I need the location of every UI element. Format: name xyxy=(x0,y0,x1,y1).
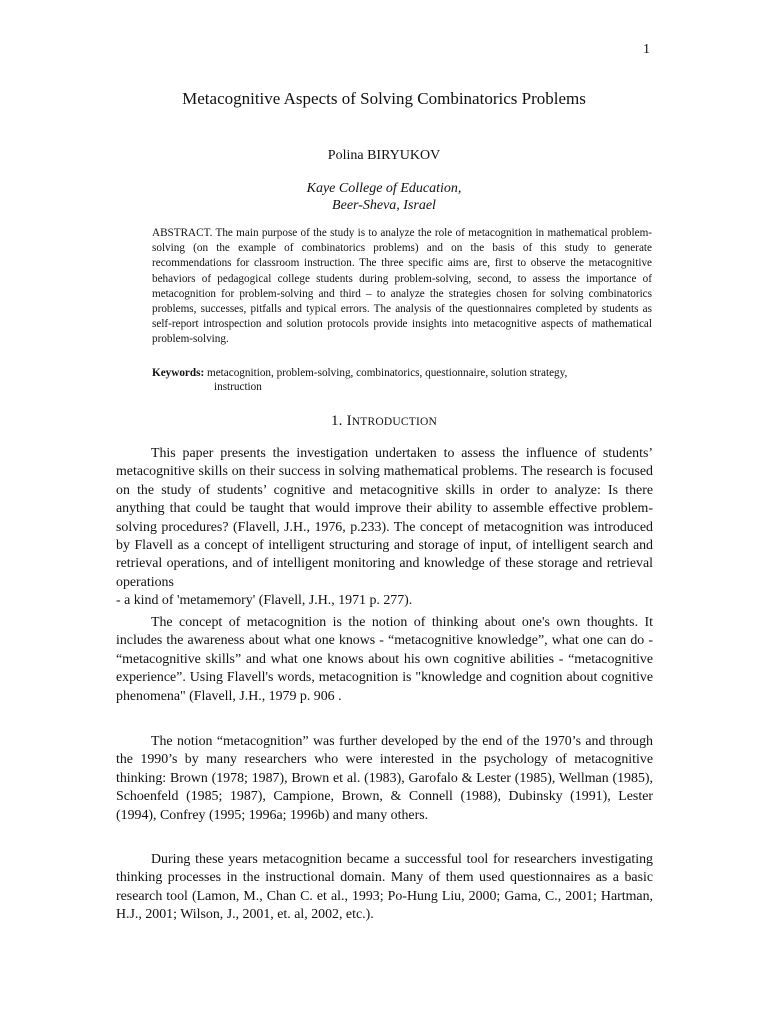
affiliation xyxy=(0,180,768,214)
section-initial: I xyxy=(346,413,352,429)
paragraph-1-main: This paper presents the investigation undertaken to assess the influence of students’ metacognitive skills on their success in solving mathematical problems. The research is focused on the study of students’ cognitive and metacognitive skills in order to analyze: Is there anything that could be taught that would improve their ability to assemble effective problem-solving procedures? (Flavell, J.H., 1976, p.233). The concept of metacognition was introduced by Flavell as a concept of intelligent structuring and storage of input, of intelligent search and retrieval operations, and of intelligent monitoring and knowledge of these storage and retrieval operations xyxy=(116,446,653,590)
affiliation-line-2: Beer-Sheva, Israel xyxy=(332,198,436,213)
paragraph-4-text: During these years metacognition became a successful tool for researchers investigating thinking processes in the instructional domain. Many of them used questionnaires as a basic research tool (Lamon, M., Chan C. et al., 1993; Po-Hung Liu, 2000; Gama, C., 2001; Hartman, H.J., 2001; Wilson, J., 2001, et. al, 2002, etc.). xyxy=(116,852,653,923)
author-name: Polina BIRYUKOV xyxy=(327,148,441,163)
keywords-text-continued: instruction xyxy=(214,380,262,393)
section-heading-introduction xyxy=(0,413,768,430)
abstract: ABSTRACT. The main purpose of the study is to analyze the role of metacognition in mathematical problem-solving (on the example of combinatorics problems) and on the basis of this study to generate recommendations for classroom instruction. The three specific aims are, first to observe the metacognitive behaviors of pedagogical college students during problem-solving, second, to assess the importance of metacognition for problem-solving and third – to analyze the strategies chosen for solving combinatorics problems, successes, pitfalls and typical errors. The analysis of the questionnaires completed by students as self-report introspection and solution protocols provide insights into metacognitive aspects of mathematical problem-solving. xyxy=(152,227,652,346)
section-title-rest: NTRODUCTION xyxy=(351,416,438,428)
paragraph-1-tail: - a kind of 'metamemory' (Flavell, J.H., 1971 p. 277). xyxy=(116,593,413,609)
page-number: 1 xyxy=(643,42,650,57)
keywords xyxy=(152,367,652,394)
paragraph-3 xyxy=(116,733,653,825)
keywords-label: Keywords: xyxy=(152,367,205,379)
paper-title: Metacognitive Aspects of Solving Combinatorics Problems xyxy=(182,89,586,108)
affiliation-line-1: Kaye College of Education, xyxy=(306,181,462,196)
paragraph-3-text: The notion “metacognition” was further developed by the end of the 1970’s and through the 1990’s by many researchers who were interested in the psychology of metacognitive thinking: Brown (1978; 1987), Brown et al. (1983), Garofalo & Lester (1985), Wellman (1985), Schoenfeld (1985; 1987), Campione, Brown, & Connell (1988), Dubinsky (1991), Lester (1994), Confrey (1995; 1996a; 1996b) and many others. xyxy=(116,734,653,823)
keywords-text: metacognition, problem-solving, combinatorics, questionnaire, solution strategy, xyxy=(207,367,568,379)
paragraph-1 xyxy=(116,445,653,611)
paragraph-2-text: The concept of metacognition is the notion of thinking about one's own thoughts. It includes the awareness about what one knows - “metacognitive knowledge”, what one can do - “metacognitive skills” and what one knows about his own cognitive abilities - “metacognitive experience”. Using Flavell's words, metacognition is "knowledge and cognition about cognitive phenomena" (Flavell, J.H., 1979 p. 906 . xyxy=(116,615,653,704)
section-number: 1. xyxy=(330,413,343,429)
paragraph-2 xyxy=(116,614,653,706)
paragraph-4 xyxy=(116,851,653,925)
